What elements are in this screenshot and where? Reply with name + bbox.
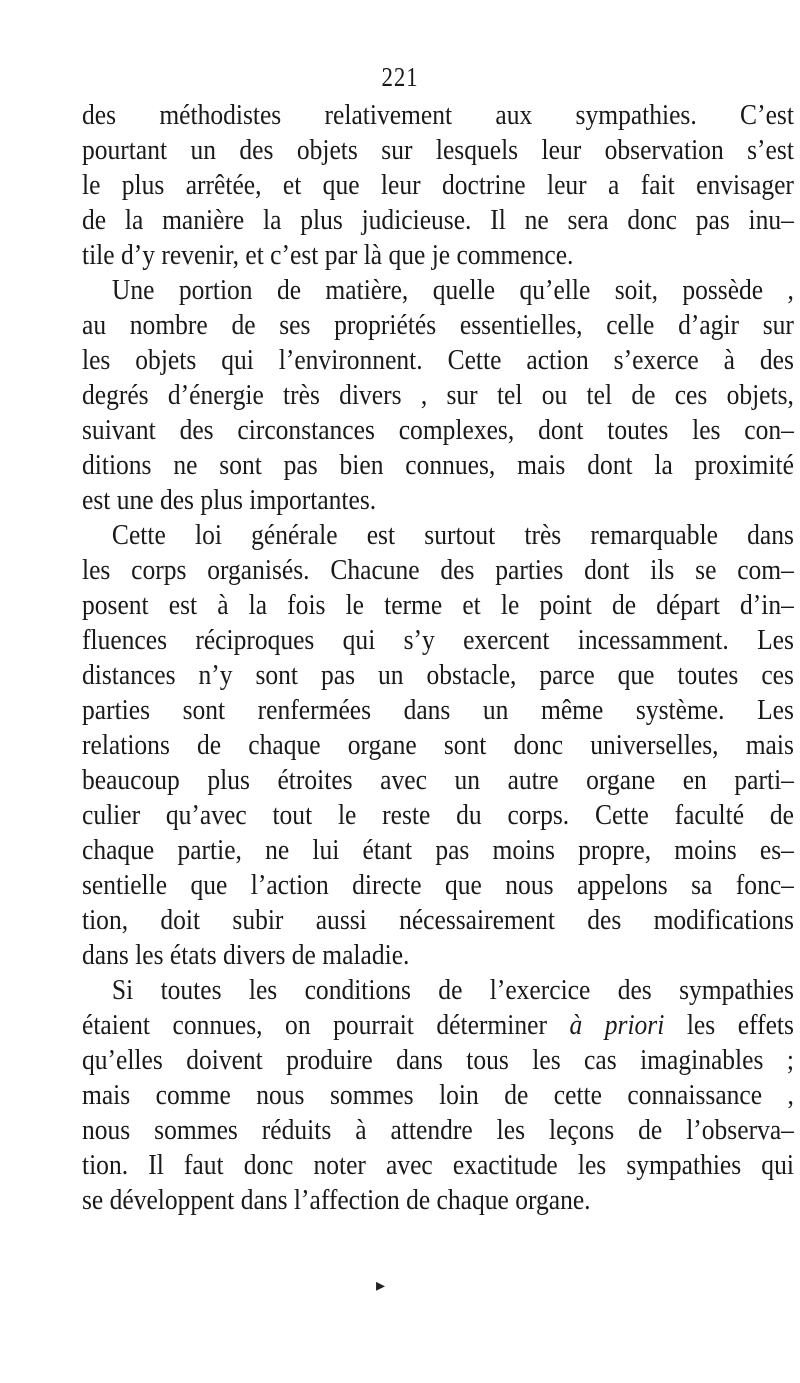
text-line: [82, 483, 794, 518]
text-line: [82, 1148, 794, 1183]
text-line: [82, 378, 794, 413]
text-line-content: chaque partie, ne lui étant pas moins propre, moins es–: [82, 834, 794, 866]
text-line: [82, 448, 794, 483]
text-line: [82, 623, 794, 658]
italic-phrase: à priori: [569, 1009, 665, 1041]
text-line: [82, 238, 794, 273]
text-line-content: étaient connues, on pourrait déterminer: [82, 1009, 570, 1041]
text-line-content: Si toutes les conditions de l’exercice des sympathies: [111, 974, 794, 1006]
text-line: [82, 728, 794, 763]
text-line-content: tile d’y revenir, et c’est par là que je commence.: [82, 239, 574, 271]
text-line-content: tion. Il faut donc noter avec exactitude les sympathies qui: [82, 1149, 794, 1181]
text-line-tail: les effets: [664, 1009, 794, 1041]
text-line-content: pourtant un des objets sur lesquels leur observation s’est: [82, 134, 794, 166]
text-line-content: des méthodistes relativement aux sympathies. C’est: [82, 99, 794, 131]
text-line-content: mais comme nous sommes loin de cette connaissance ,: [82, 1079, 794, 1111]
text-line-content: sentielle que l’action directe que nous appelons sa fonc–: [82, 869, 794, 901]
text-line-content: les objets qui l’environnent. Cette action s’exerce à des: [82, 344, 794, 376]
text-line: [82, 588, 794, 623]
text-line-content: beaucoup plus étroites avec un autre organe en parti–: [82, 764, 794, 796]
text-line-content: Une portion de matière, quelle qu’elle soit, possède ,: [111, 274, 794, 306]
text-line: [82, 1113, 794, 1148]
text-line-content: Cette loi générale est surtout très remarquable dans: [111, 519, 794, 551]
text-line: [82, 1043, 794, 1078]
text-line: [82, 833, 794, 868]
text-line-content: relations de chaque organe sont donc universelles, mais: [82, 729, 794, 761]
text-line: [82, 133, 794, 168]
text-line: [82, 168, 794, 203]
text-line-content: se développent dans l’affection de chaque organe.: [82, 1184, 591, 1216]
text-line-content: les corps organisés. Chacune des parties dont ils se com–: [82, 554, 794, 586]
text-line-content: culier qu’avec tout le reste du corps. Cette faculté de: [82, 799, 794, 831]
text-line: [82, 798, 794, 833]
text-line: [82, 518, 794, 553]
text-line: [82, 868, 794, 903]
text-line: [82, 413, 794, 448]
text-line: [82, 1078, 794, 1113]
text-line-content: le plus arrêtée, et que leur doctrine leur a fait envisager: [82, 169, 794, 201]
text-line: [82, 308, 794, 343]
text-line: [82, 973, 794, 1008]
text-line-content: est une des plus importantes.: [82, 484, 377, 516]
text-line: [82, 693, 794, 728]
text-line-content: tion, doit subir aussi nécessairement des modifications: [82, 904, 794, 936]
text-line-content: de la manière la plus judicieuse. Il ne sera donc pas inu–: [82, 204, 794, 236]
text-line-content: parties sont renfermées dans un même système. Les: [82, 694, 794, 726]
text-line: [82, 1008, 794, 1043]
text-line: [82, 203, 794, 238]
text-line: [82, 343, 794, 378]
text-line-content: au nombre de ses propriétés essentielles, celle d’agir sur: [82, 309, 794, 341]
text-line-content: dans les états divers de maladie.: [82, 939, 410, 971]
text-line: [82, 553, 794, 588]
text-line-content: ditions ne sont pas bien connues, mais dont la proximité: [82, 449, 794, 481]
text-line-content: posent est à la fois le terme et le point de départ d’in–: [82, 589, 794, 621]
text-line: [82, 1183, 794, 1218]
text-line: [82, 658, 794, 693]
body-text: [82, 98, 794, 1218]
page-number: 221: [381, 62, 419, 92]
text-line: [82, 938, 794, 973]
text-line-content: suivant des circonstances complexes, dont toutes les con–: [82, 414, 794, 446]
text-line: [82, 273, 794, 308]
text-line-content: nous sommes réduits à attendre les leçons de l’observa–: [82, 1114, 794, 1146]
text-line: [82, 903, 794, 938]
text-line-content: fluences réciproques qui s’y exercent incessamment. Les: [82, 624, 794, 656]
text-line-content: qu’elles doivent produire dans tous les cas imaginables ;: [82, 1044, 794, 1076]
text-line: [82, 763, 794, 798]
text-line-content: degrés d’énergie très divers , sur tel ou tel de ces objets,: [82, 379, 794, 411]
text-line-content: distances n’y sont pas un obstacle, parce que toutes ces: [82, 659, 794, 691]
stray-mark: ▸: [376, 1275, 386, 1295]
text-line: [82, 98, 794, 133]
